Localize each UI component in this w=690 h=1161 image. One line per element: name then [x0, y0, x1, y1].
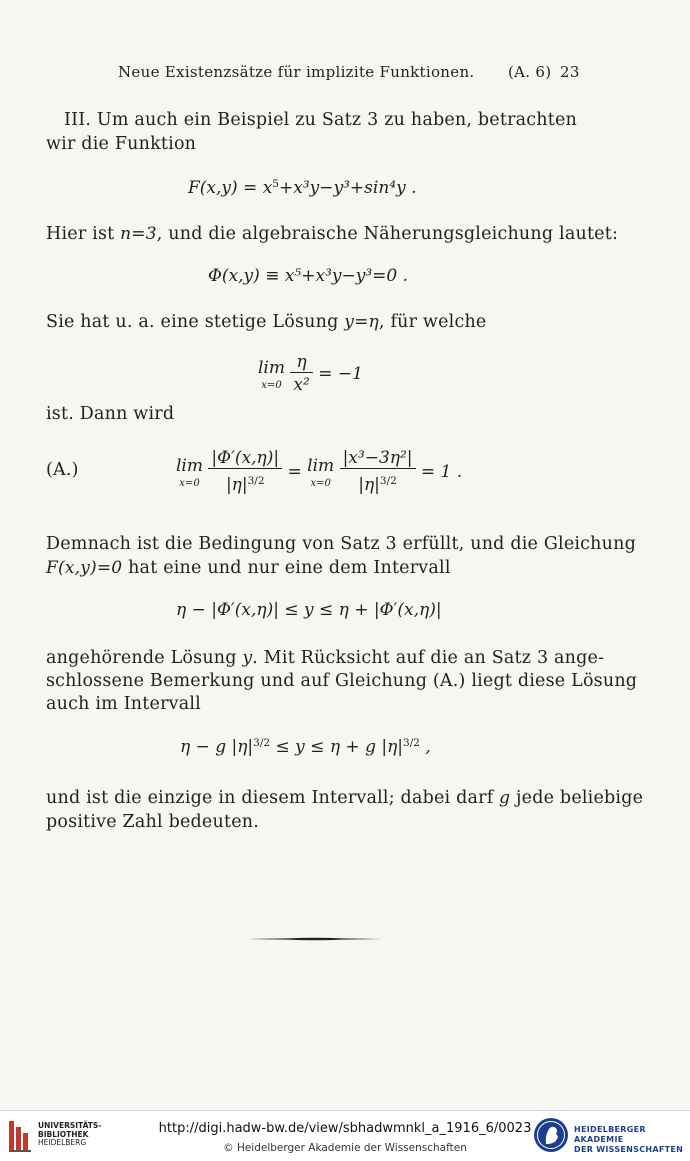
equation-F-definition: $F(x,y) = x^5+x^3y-y^3+\sin^4y$ .	[188, 178, 417, 198]
logo-line: UNIVERSITÄTS-	[38, 1121, 102, 1130]
exponent: 3/2	[253, 737, 271, 750]
paragraph-line: auch im Intervall	[46, 694, 201, 714]
equation-part: ≤ y ≤ η + g |η|	[270, 737, 403, 757]
lim-word: lim	[307, 455, 335, 476]
text-part: . Mit Rücksicht auf die an Satz 3 ange-	[252, 648, 605, 668]
denominator: $|\eta|^{3/2}$	[358, 474, 397, 495]
running-title: Neue Existenzsätze für implizite Funktionen.	[118, 63, 475, 81]
equation-limit	[258, 352, 363, 397]
lim-subscript: x=0	[179, 477, 200, 489]
text-part: Sie hat u. a. eine stetige Lösung	[46, 312, 345, 332]
fraction	[290, 352, 312, 397]
equation-interval-2	[180, 737, 431, 757]
paragraph-line: Demnach ist die Bedingung von Satz 3 erfüllt, und die Gleichung	[46, 534, 636, 554]
text-part: Hier ist	[46, 224, 121, 244]
paragraph-line	[46, 788, 643, 808]
lim-subscript: x=0	[261, 380, 282, 391]
equation-A	[176, 448, 462, 497]
paragraph-line: schlossene Bemerkung und auf Gleichung (A.) liegt diese Lösung	[46, 671, 638, 691]
text-part: und ist die einzige in diesem Intervall; dabei darf	[46, 788, 500, 808]
equation-part: η − g |η|	[180, 737, 254, 757]
academy-seal-icon	[533, 1117, 569, 1153]
paragraph-line: wir die Funktion	[46, 134, 197, 154]
equation-phi-definition: Φ(x,y) ≡ x⁵+x³y−y³=0 .	[208, 266, 409, 286]
equation-part: +x³y−y³+sin⁴y .	[279, 178, 417, 198]
text-part: jede beliebige	[510, 788, 644, 808]
academy-logo-text	[574, 1125, 690, 1155]
inline-math: y=η	[344, 312, 379, 332]
paragraph-line: III. Um auch ein Beispiel zu Satz 3 zu haben, betrachten	[64, 110, 578, 130]
denominator: $|\eta|^{3/2}$	[225, 474, 265, 495]
inline-math: y	[242, 648, 253, 668]
equation-rhs: = 1 .	[420, 461, 463, 482]
equation-part: F(x,y) = x	[188, 178, 273, 198]
text-part: hat eine und nur eine dem Intervall	[122, 558, 451, 578]
footer-bar	[0, 1110, 690, 1161]
numerator: |x³−3η²|	[340, 448, 416, 469]
paragraph-line: positive Zahl bedeuten.	[46, 812, 259, 832]
denominator: x²	[293, 375, 310, 395]
equation-part: ,	[419, 737, 431, 757]
limit-operator	[176, 456, 203, 489]
logo-line: HEIDELBERGER AKADEMIE	[574, 1125, 646, 1144]
inline-math: n=3	[120, 224, 157, 244]
lim-subscript: x=0	[310, 477, 331, 489]
end-rule-ornament	[248, 937, 382, 941]
permalink-url[interactable]: http://digi.hadw-bw.de/view/sbhadwmnkl_a_1916_6/0023	[158, 1121, 532, 1136]
paragraph-line	[46, 558, 451, 578]
paragraph-line: ist. Dann wird	[46, 404, 175, 424]
equals-sign: =	[287, 461, 302, 482]
paragraph-line	[46, 224, 618, 244]
inline-math: g	[499, 788, 511, 808]
text-part: angehörende Lösung	[46, 648, 243, 668]
section-label: (A. 6)	[508, 63, 552, 81]
limit-operator	[258, 358, 285, 391]
lim-word: lim	[176, 455, 203, 476]
equation-interval-1: η − |Φ′(x,η)| ≤ y ≤ η + |Φ′(x,η)|	[176, 600, 442, 620]
paragraph-line	[46, 648, 604, 668]
page-number: 23	[560, 63, 580, 81]
equation-label: (A.)	[46, 460, 79, 480]
copyright-notice: © Heidelberger Akademie der Wissenschaften	[223, 1142, 467, 1154]
text-part: , und die algebraische Näherungsgleichung lautet:	[156, 224, 619, 244]
paragraph-line	[46, 312, 486, 332]
numerator: η	[290, 352, 312, 373]
lim-word: lim	[258, 358, 285, 378]
logo-line: BIBLIOTHEK	[38, 1129, 89, 1139]
equation-rhs: = −1	[318, 364, 363, 384]
fraction	[208, 448, 282, 497]
logo-line: HEIDELBERG	[38, 1138, 87, 1147]
limit-operator	[307, 456, 334, 489]
text-part: , für welche	[378, 312, 487, 332]
numerator: |Φ′(x,η)|	[208, 448, 282, 469]
exponent: 3/2	[403, 737, 420, 750]
fraction	[340, 448, 416, 497]
logo-line: DER WISSENSCHAFTEN	[574, 1145, 684, 1154]
inline-math: F(x,y)=0	[46, 558, 123, 578]
